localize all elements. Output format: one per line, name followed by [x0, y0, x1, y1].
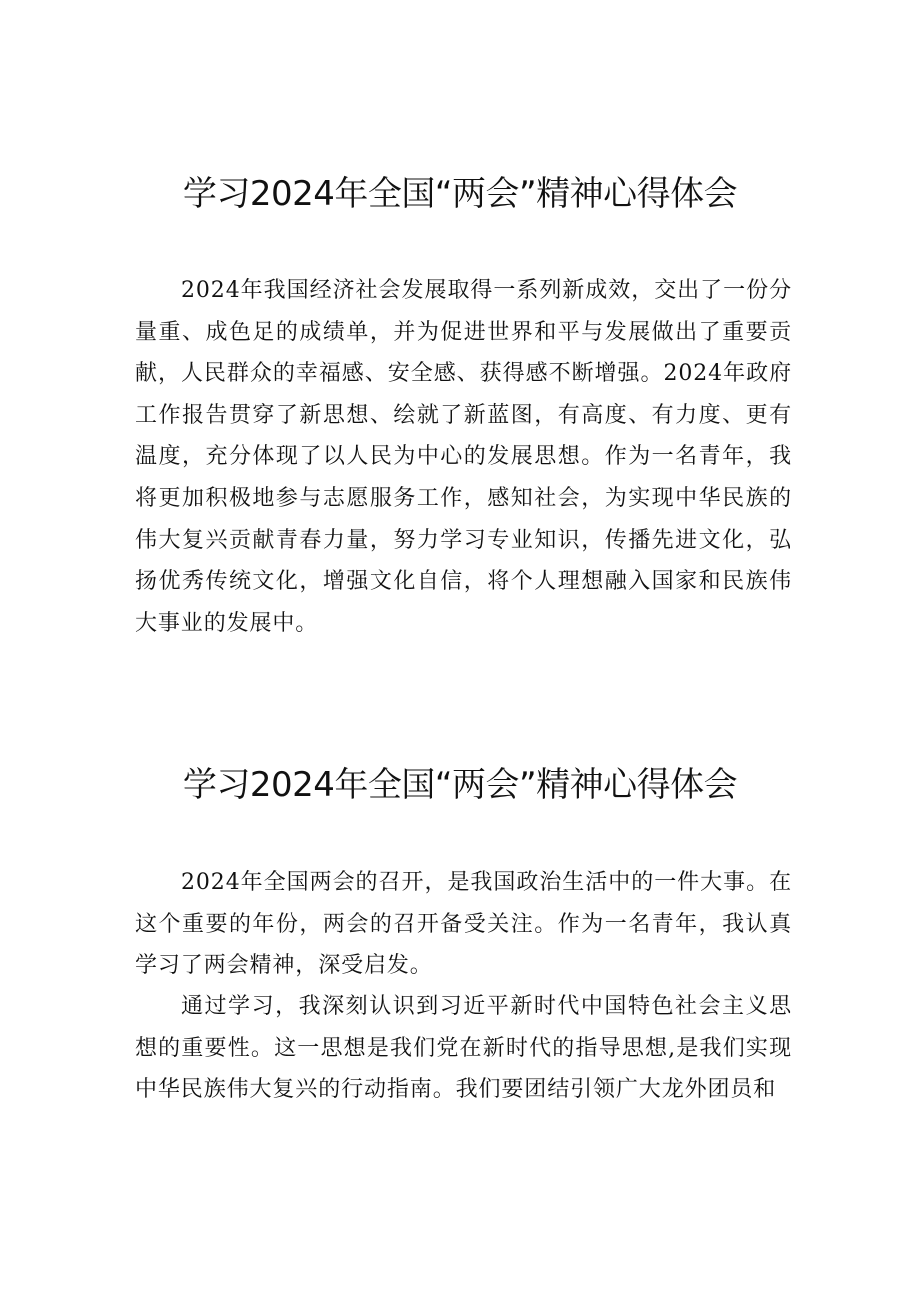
section-1-paragraph-1: 2024年我国经济社会发展取得一系列新成效，交出了一份分量重、成色足的成绩单，并为促进世界和平与发展做出了重要贡献，人民群众的幸福感、安全感、获得感不断增强。2024年政府工作报告贯穿了新思想、绘就了新蓝图，有高度、有力度、更有温度，充分体现了以人民为中心的发展思想。作为一名青年，我将更加积极地参与志愿服务工作，感知社会，为实现中华民族的伟大复兴贡献青春力量，努力学习专业知识，传播先进文化，弘扬优秀传统文化，增强文化自信，将个人理想融入国家和民族伟大事业的发展中。	[135, 278, 792, 636]
section-title-2: 学习2024年全国“两会”精神心得体会	[182, 765, 738, 805]
section-2-paragraph-1: 2024年全国两会的召开，是我国政治生活中的一件大事。在这个重要的年份，两会的召开备受关注。作为一名青年，我认真学习了两会精神，深受启发。	[135, 870, 792, 979]
section-2-paragraph-2: 通过学习，我深刻认识到习近平新时代中国特色社会主义思想的重要性。这一思想是我们党在新时代的指导思想,是我们实现中华民族伟大复兴的行动指南。我们要团结引领广大龙外团员和	[135, 994, 792, 1103]
section-title-1: 学习2024年全国“两会”精神心得体会	[182, 174, 738, 214]
